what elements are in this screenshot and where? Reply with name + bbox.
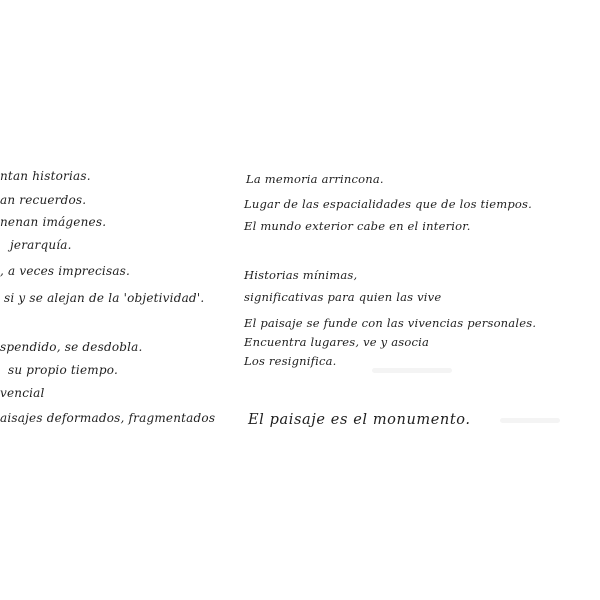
right-line-4: Historias mínimas, <box>244 268 358 282</box>
right-line-2: Lugar de las espacialidades que de los tiempos. <box>244 197 532 211</box>
right-line-5: significativas para quien las vive <box>244 290 442 304</box>
scan-smudge <box>372 368 452 373</box>
right-line-1: La memoria arrincona. <box>246 172 384 186</box>
right-line-8: Los resignifica. <box>244 354 337 368</box>
right-line-3: El mundo exterior cabe en el interior. <box>244 219 471 233</box>
left-line-4: jerarquía. <box>10 238 72 252</box>
left-line-10: aisajes deformados, fragmentados <box>0 411 216 425</box>
right-line-7: Encuentra lugares, ve y asocia <box>244 335 430 349</box>
left-line-1: ntan historias. <box>0 169 91 183</box>
left-line-2: an recuerdos. <box>0 193 87 207</box>
left-line-5: , a veces imprecisas. <box>0 264 131 278</box>
right-line-9: El paisaje es el monumento. <box>248 412 471 428</box>
scan-smudge <box>500 418 560 423</box>
left-line-7: spendido, se desdobla. <box>0 340 143 354</box>
left-line-8: su propio tiempo. <box>8 363 118 377</box>
left-line-3: nenan imágenes. <box>0 215 107 229</box>
right-line-6: El paisaje se funde con las vivencias personales. <box>244 316 537 330</box>
left-line-9: vencial <box>0 386 45 400</box>
left-line-6: si y se alejan de la 'objetividad'. <box>4 291 205 305</box>
